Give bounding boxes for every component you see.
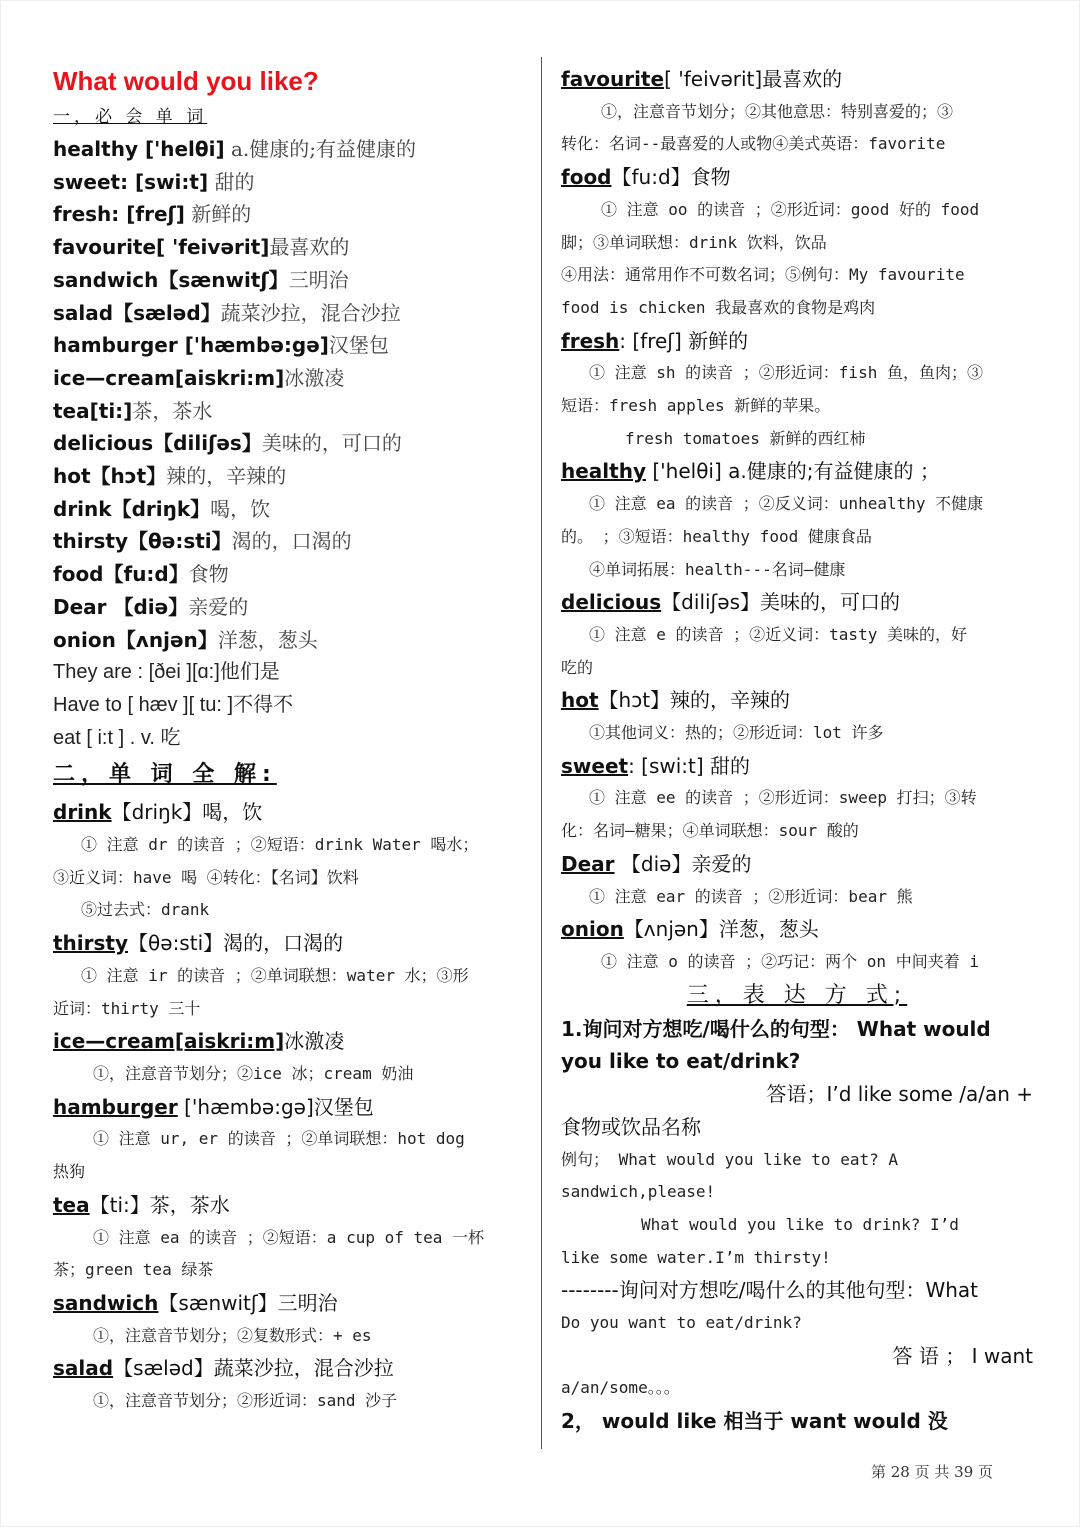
detail-word-meaning: 【diliʃəs】美味的，可口的 bbox=[661, 590, 900, 615]
word-entry bbox=[53, 264, 527, 297]
detail-word: drink bbox=[53, 800, 112, 825]
detail-word-meaning: 【ʌnjən】洋葱，葱头 bbox=[623, 917, 819, 942]
detail-note: food is chicken 我最喜欢的食物是鸡肉 bbox=[561, 297, 876, 317]
detail-word-heading bbox=[53, 927, 527, 960]
detail-word: fresh bbox=[561, 328, 620, 353]
word-entry bbox=[53, 362, 527, 395]
detail-note: ① 注意 o 的读音 ；②巧记：两个 on 中间夹着 i bbox=[601, 951, 979, 971]
word-english: sweet: [swi:t] bbox=[53, 169, 209, 194]
detail-word-meaning: : [freʃ] 新鲜的 bbox=[619, 328, 749, 353]
word-chinese: 亲爱的 bbox=[188, 594, 249, 619]
word-chinese: a.健康的;有益健康的 bbox=[224, 137, 417, 161]
detail-note: ① 注意 sh 的读音 ；②形近词：fish 鱼，鱼肉；③ bbox=[589, 363, 983, 383]
word-chinese: 最喜欢的 bbox=[269, 235, 350, 260]
detail-note: ⑤过去式：drank bbox=[81, 900, 210, 920]
detail-note: 化：名词—糖果；④单词联想：sour 酸的 bbox=[561, 821, 859, 841]
word-english: hot【hɔt】 bbox=[53, 464, 167, 489]
detail-word-heading bbox=[53, 1091, 527, 1124]
word-entry bbox=[53, 493, 527, 526]
detail-note: ①，注意音节划分；②ice 冰；cream 奶油 bbox=[93, 1063, 414, 1083]
detail-word: food bbox=[561, 165, 612, 190]
word-chinese: 茶，茶水 bbox=[132, 398, 213, 423]
detail-note: ④用法：通常用作不可数名词；⑤例句：My favourite bbox=[561, 265, 965, 285]
detail-note: ① 注意 ur, er 的读音 ；②单词联想：hot dog bbox=[93, 1129, 465, 1149]
word-english: delicious【diliʃəs】 bbox=[53, 431, 262, 456]
detail-note: ① 注意 ee 的读音 ；②形近词：sweep 打扫；③转 bbox=[589, 788, 977, 808]
detail-word-heading bbox=[53, 1287, 527, 1320]
detail-word-meaning: 【diə】亲爱的 bbox=[614, 851, 752, 876]
word-english: favourite[ 'feivərit] bbox=[53, 235, 270, 260]
detail-word-meaning: 【θə:sti】渴的，口渴的 bbox=[128, 931, 344, 956]
word-chinese: 喝，饮 bbox=[210, 496, 271, 521]
detail-word: sweet bbox=[561, 753, 629, 778]
detail-note: 的。 ；③短语：healthy food 健康食品 bbox=[561, 526, 872, 546]
detail-note: ①，注意音节划分；②复数形式：+ es bbox=[93, 1325, 372, 1345]
detail-note: fresh tomatoes 新鲜的西红柿 bbox=[625, 428, 866, 448]
word-chinese: 洋葱，葱头 bbox=[217, 627, 318, 652]
detail-note: ①，注意音节划分；②形近词：sand 沙子 bbox=[93, 1391, 398, 1411]
phrase-entry: They are : [ðei ][ɑ:]他们是 bbox=[53, 661, 280, 684]
word-english: Dear 【diə】 bbox=[53, 594, 189, 619]
detail-word-heading bbox=[561, 684, 1033, 717]
detail-word-heading bbox=[561, 750, 1033, 783]
detail-word: sandwich bbox=[53, 1290, 159, 1315]
detail-note: ① 注意 ea 的读音 ；②短语：a cup of tea 一杯 bbox=[93, 1227, 485, 1247]
right-column bbox=[561, 63, 1033, 1438]
detail-note: ① 注意 e 的读音 ；②近义词：tasty 美味的，好 bbox=[589, 624, 967, 644]
word-list bbox=[53, 133, 527, 656]
detail-note: ③近义词：have 喝 ④转化：【名词】饮料 bbox=[53, 867, 359, 887]
detail-note: ④单词拓展：health---名词—健康 bbox=[589, 559, 846, 579]
detail-word-meaning: 【sænwitʃ】三明治 bbox=[158, 1290, 338, 1315]
detail-word-heading bbox=[561, 913, 1033, 946]
detail-word: onion bbox=[561, 917, 624, 942]
word-entry bbox=[53, 427, 527, 460]
detail-note: 脚；③单词联想：drink 饮料，饮品 bbox=[561, 232, 827, 252]
word-chinese: 美味的，可口的 bbox=[261, 431, 402, 456]
word-english: fresh: [freʃ] bbox=[53, 202, 185, 227]
detail-word-heading bbox=[561, 586, 1033, 619]
detail-word-heading bbox=[53, 796, 527, 829]
word-chinese: 三明治 bbox=[288, 267, 349, 292]
expression-line: --------询问对方想吃/喝什么的其他句型：What bbox=[561, 1278, 979, 1303]
section-heading-2: 二，单 词 全 解: bbox=[53, 762, 277, 788]
word-english: thirsty【θə:sti】 bbox=[53, 529, 232, 554]
expression-line: Do you want to eat/drink? bbox=[561, 1313, 802, 1333]
section-heading-3: 三，表 达 方 式; bbox=[686, 982, 908, 1008]
expression-list bbox=[561, 1013, 1033, 1438]
detail-note: 短语：fresh apples 新鲜的苹果。 bbox=[561, 396, 831, 416]
word-english: ice—cream[aiskri:m] bbox=[53, 365, 285, 390]
word-entry bbox=[53, 591, 527, 624]
word-entry bbox=[53, 133, 527, 166]
word-chinese: 汉堡包 bbox=[328, 333, 389, 358]
detail-note: 转化：名词--最喜爱的人或物④美式英语：favorite bbox=[561, 134, 946, 154]
detail-word-heading bbox=[561, 325, 1033, 358]
left-word-details bbox=[53, 796, 527, 1417]
word-entry bbox=[53, 297, 527, 330]
word-english: onion【ʌnjən】 bbox=[53, 627, 218, 652]
detail-word-meaning: 【driŋk】喝，饮 bbox=[111, 800, 263, 825]
section-heading-1: 一，必 会 单 词 bbox=[53, 107, 208, 127]
word-chinese: 冰激凌 bbox=[284, 365, 345, 390]
detail-word-heading bbox=[53, 1352, 527, 1385]
detail-note: ① 注意 dr 的读音 ；②短语：drink Water 喝水； bbox=[81, 835, 479, 855]
word-english: hamburger ['hæmbə:gə] bbox=[53, 333, 329, 358]
detail-word: healthy bbox=[561, 459, 646, 484]
expression-line: 食物或饮品名称 bbox=[561, 1114, 701, 1139]
word-entry bbox=[53, 558, 527, 591]
detail-word-meaning: 【sæləd】蔬菜沙拉，混合沙拉 bbox=[113, 1356, 394, 1381]
detail-word: tea bbox=[53, 1192, 90, 1217]
expression-line: you like to eat/drink? bbox=[561, 1049, 801, 1074]
detail-note: 吃的 bbox=[561, 657, 594, 677]
detail-word-meaning: 【hɔt】辣的，辛辣的 bbox=[598, 688, 791, 713]
expression-line: 答语；I’d like some /a/an + bbox=[766, 1082, 1033, 1107]
detail-word-heading bbox=[561, 63, 1033, 96]
word-chinese: 食物 bbox=[188, 562, 229, 587]
expression-line: sandwich,please! bbox=[561, 1182, 716, 1202]
phrase-list bbox=[53, 656, 527, 754]
detail-note: ① 注意 ir 的读音 ；②单词联想：water 水；③形 bbox=[81, 965, 469, 985]
expression-line: 2， would like 相当于 want would 没 bbox=[561, 1409, 948, 1434]
detail-word-meaning: 冰激凌 bbox=[284, 1029, 345, 1054]
detail-word-meaning: : [swi:t] 甜的 bbox=[628, 753, 751, 778]
detail-word: hamburger bbox=[53, 1094, 178, 1119]
detail-word: salad bbox=[53, 1356, 114, 1381]
phrase-entry: eat [ i:t ] . v. 吃 bbox=[53, 726, 181, 749]
detail-word-meaning: [ 'feivərit]最喜欢的 bbox=[664, 67, 843, 91]
expression-line: What would you like to drink? I’d bbox=[641, 1214, 959, 1234]
phrase-entry: Have to [ hæv ][ tu: ]不得不 bbox=[53, 693, 294, 716]
expression-line: a/an/some。。。 bbox=[561, 1378, 680, 1398]
page-footer: 第 28 页 共 39 页 bbox=[871, 1463, 994, 1481]
word-entry bbox=[53, 460, 527, 493]
word-entry bbox=[53, 231, 527, 264]
detail-word: ice—cream[aiskri:m] bbox=[53, 1029, 285, 1054]
detail-word-heading bbox=[53, 1025, 527, 1058]
detail-word-heading bbox=[561, 161, 1033, 194]
detail-note: 近词：thirty 三十 bbox=[53, 998, 201, 1018]
expression-line: 1.询问对方想吃/喝什么的句型： What would bbox=[561, 1016, 991, 1041]
right-word-details bbox=[561, 63, 1033, 979]
word-english: sandwich【sænwitʃ】 bbox=[53, 267, 289, 292]
detail-word-heading bbox=[53, 1189, 527, 1222]
expression-line: like some water.I’m thirsty! bbox=[561, 1247, 831, 1267]
expression-line: 答 语 ； I want bbox=[892, 1343, 1033, 1368]
detail-word: delicious bbox=[561, 590, 662, 615]
word-entry bbox=[53, 624, 527, 657]
word-chinese: 蔬菜沙拉，混合沙拉 bbox=[220, 300, 401, 325]
word-entry bbox=[53, 525, 527, 558]
word-entry bbox=[53, 395, 527, 428]
detail-note: ① 注意 ear 的读音 ；②形近词：bear 熊 bbox=[589, 886, 913, 906]
word-entry bbox=[53, 166, 527, 199]
word-chinese: 甜的 bbox=[208, 169, 255, 194]
left-column bbox=[53, 63, 527, 1418]
detail-note: 茶；green tea 绿茶 bbox=[53, 1260, 214, 1280]
detail-note: ① 注意 oo 的读音 ；②形近词：good 好的 food bbox=[601, 199, 980, 219]
word-chinese: 新鲜的 bbox=[184, 202, 252, 227]
column-divider bbox=[541, 57, 542, 1449]
word-entry bbox=[53, 329, 527, 362]
word-english: healthy ['helθi] bbox=[53, 137, 225, 161]
detail-note: ①其他词义：热的；②形近词：lot 许多 bbox=[589, 723, 884, 743]
detail-word: favourite bbox=[561, 67, 665, 91]
word-english: tea[ti:] bbox=[53, 398, 133, 423]
page-title: What would you like? bbox=[53, 66, 319, 96]
word-chinese: 渴的，口渴的 bbox=[231, 529, 352, 554]
word-english: salad【sæləd】 bbox=[53, 300, 221, 325]
detail-word: hot bbox=[561, 688, 599, 713]
expression-line: 例句； What would you like to eat? A bbox=[561, 1149, 898, 1169]
word-chinese: 辣的，辛辣的 bbox=[166, 464, 287, 489]
detail-word: Dear bbox=[561, 851, 615, 876]
detail-note: 热狗 bbox=[53, 1162, 86, 1182]
detail-word-meaning: ['helθi] a.健康的;有益健康的 ； bbox=[646, 459, 940, 484]
detail-word-heading bbox=[561, 455, 1033, 488]
detail-word-heading bbox=[561, 848, 1033, 881]
detail-word-meaning: 【fu:d】食物 bbox=[611, 165, 731, 190]
word-entry bbox=[53, 198, 527, 231]
detail-word-meaning: ['hæmbə:gə]汉堡包 bbox=[177, 1094, 374, 1119]
detail-word: thirsty bbox=[53, 931, 129, 956]
detail-word-meaning: 【ti:】茶，茶水 bbox=[89, 1192, 230, 1217]
detail-note: ①，注意音节划分；②其他意思：特别喜爱的；③ bbox=[601, 101, 954, 121]
detail-note: ① 注意 ea 的读音 ；②反义词：unhealthy 不健康 bbox=[589, 494, 984, 514]
word-english: drink【driŋk】 bbox=[53, 496, 211, 521]
word-english: food【fu:d】 bbox=[53, 562, 189, 587]
